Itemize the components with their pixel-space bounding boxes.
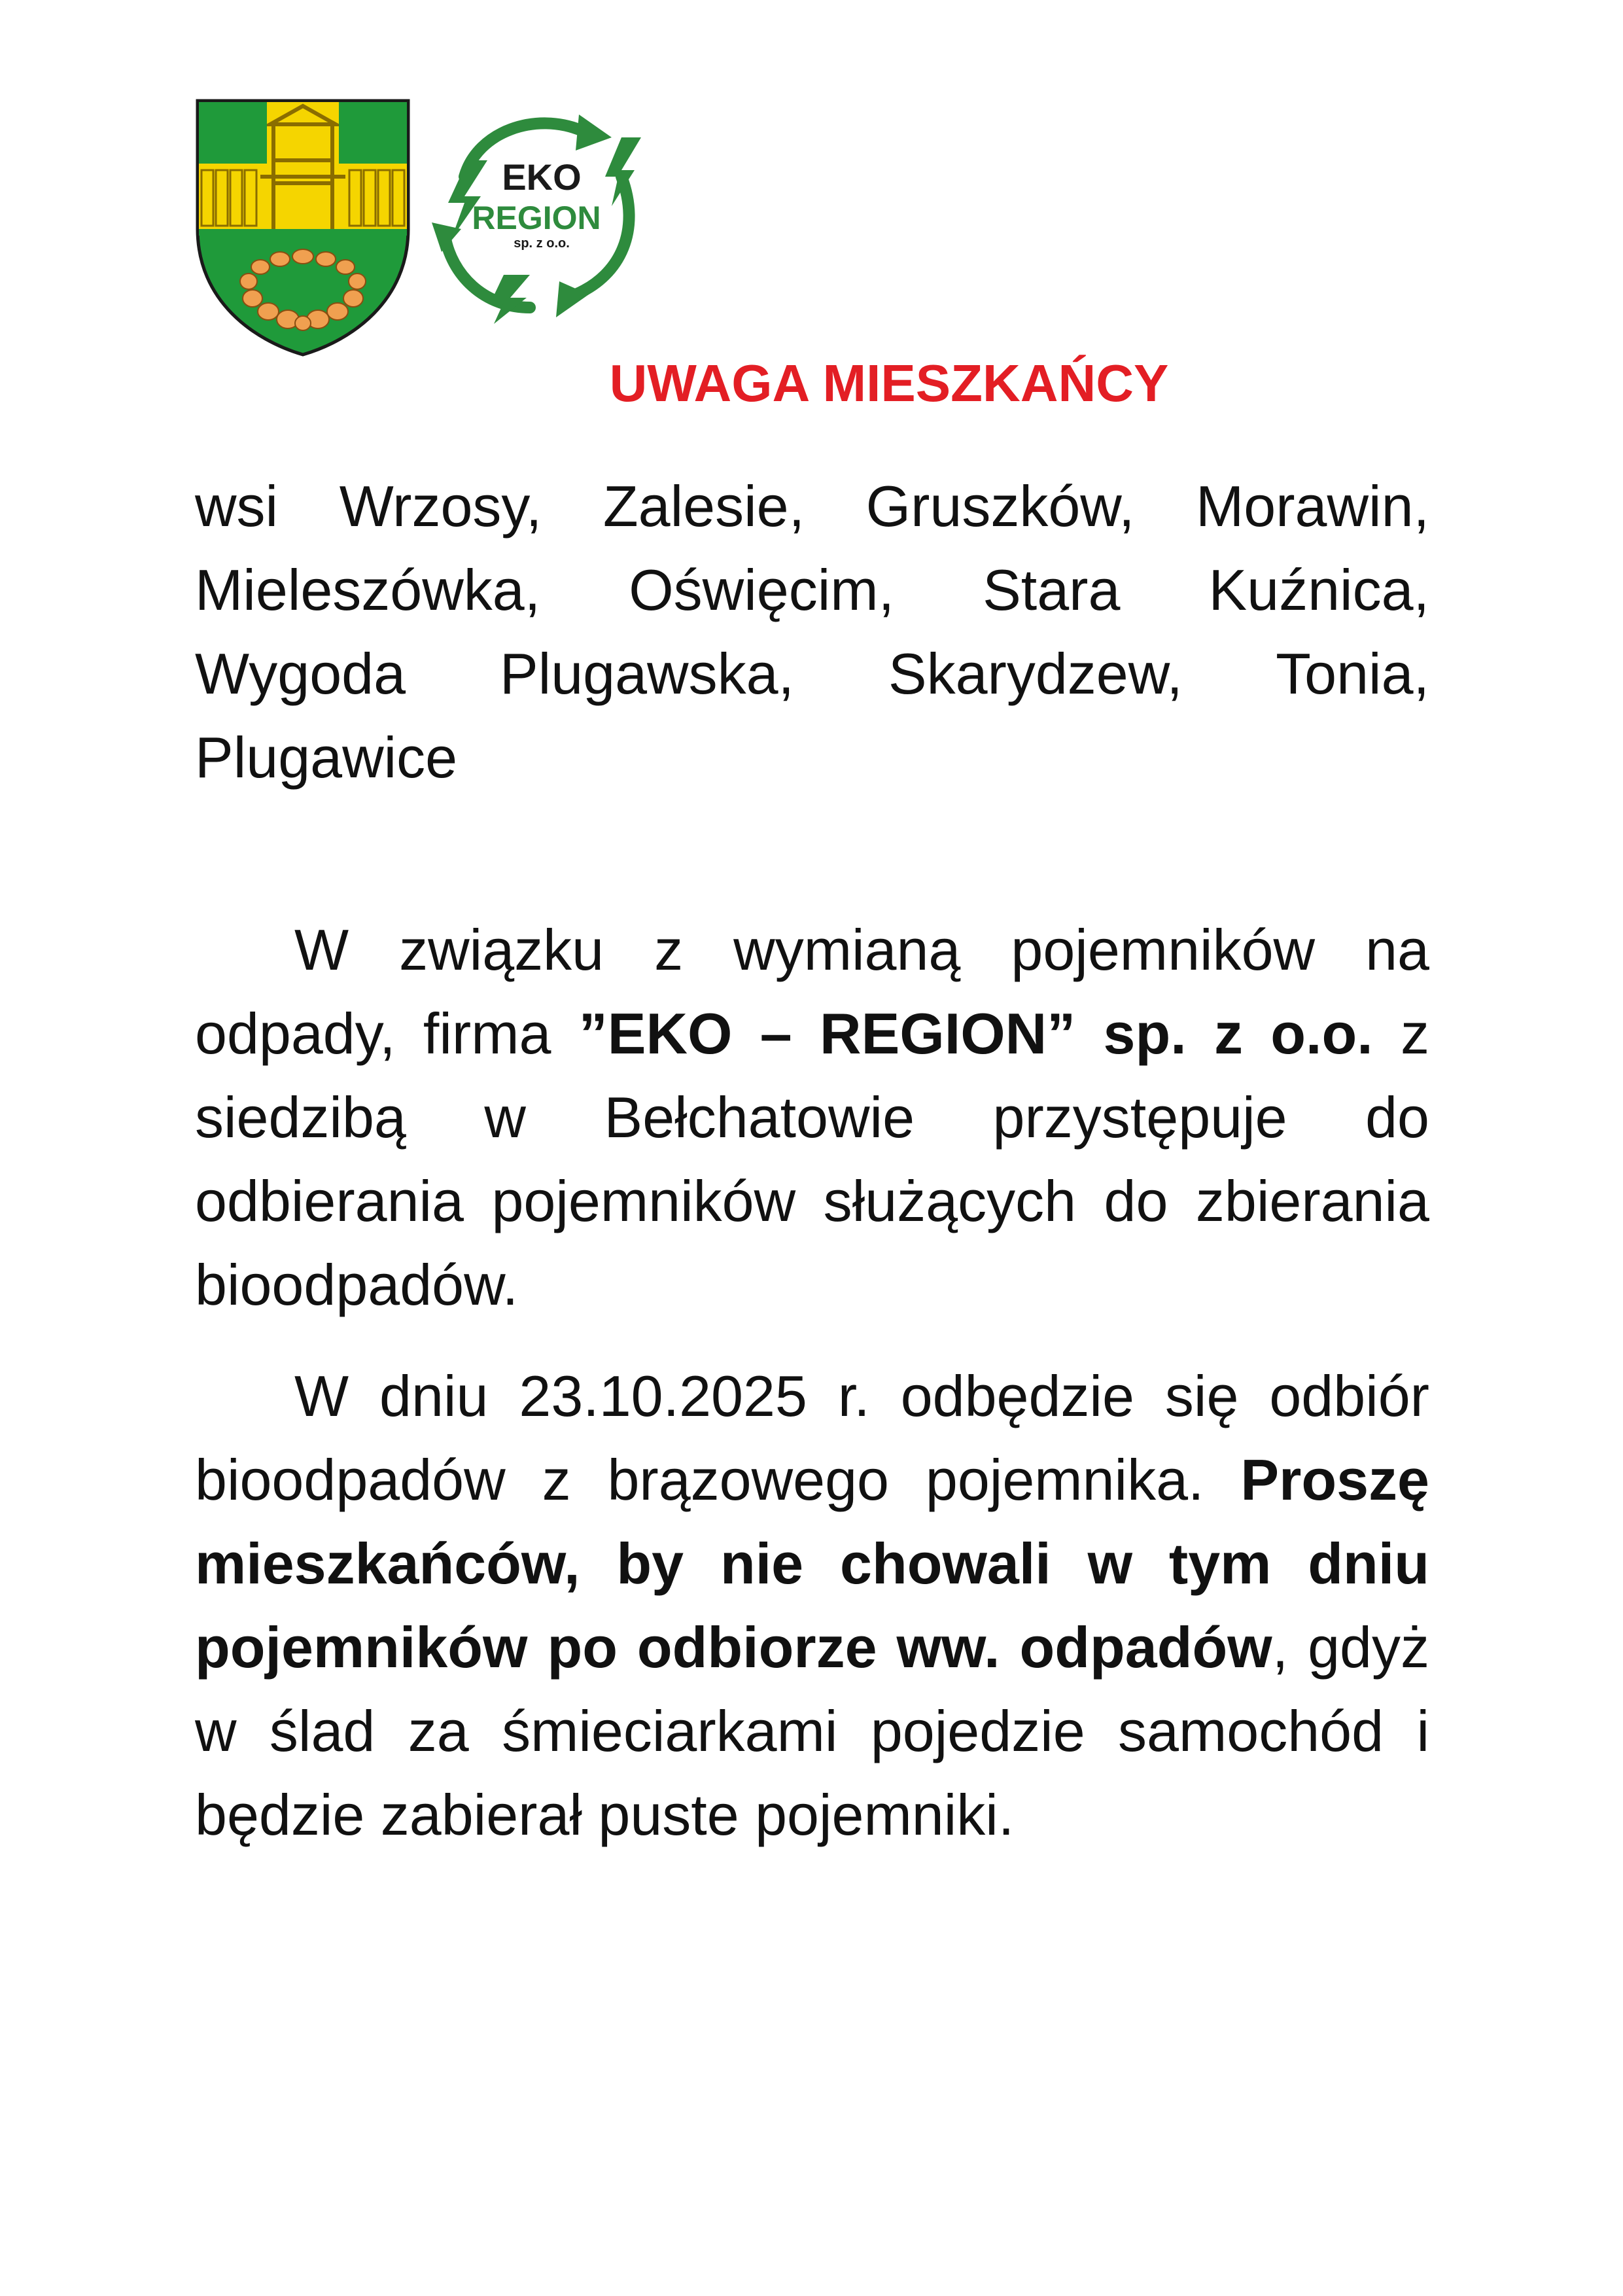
villages-list: wsi Wrzosy, Zalesie, Gruszków, Morawin, Mieleszówka, Oświęcim, Stara Kuźnica, Wygoda Plugawska, Skarydzew, Tonia, Plugawice	[195, 474, 1429, 790]
paragraph-text: W związku z wymianą pojemników na odpady, firma	[195, 917, 1429, 1066]
company-name: ”EKO – REGION” sp. z o.o.	[578, 1001, 1373, 1066]
paragraph-container-replacement	[195, 908, 1429, 1327]
page-title: UWAGA MIESZKAŃCY	[609, 354, 1169, 412]
paragraph-text: W dniu 23.10.2025 r. odbędzie się odbiór bioodpadów z brązowego pojemnika.	[195, 1364, 1429, 1512]
paragraph-collection-date	[195, 1354, 1429, 1857]
eko-word: EKO	[502, 156, 582, 198]
company-form: sp. z o.o.	[514, 236, 570, 251]
coat-of-arms-logo	[195, 98, 411, 357]
paragraph-text-cont: , gdyż w ślad za śmieciarkami pojedzie samochód i będzie zabierał puste pojemniki.	[195, 1615, 1430, 1847]
residents-request: Proszę mieszkańców, by nie chowali w tym dniu pojemników po odbiorze ww. odpadów	[195, 1447, 1429, 1680]
logos-row	[195, 98, 666, 360]
eko-region-logo	[425, 98, 648, 327]
paragraph-text-cont: z siedzibą w Bełchatowie przystępuje do odbierania pojemników służących do zbierania bioodpadów.	[195, 1001, 1429, 1317]
region-word: REGION	[472, 200, 601, 236]
